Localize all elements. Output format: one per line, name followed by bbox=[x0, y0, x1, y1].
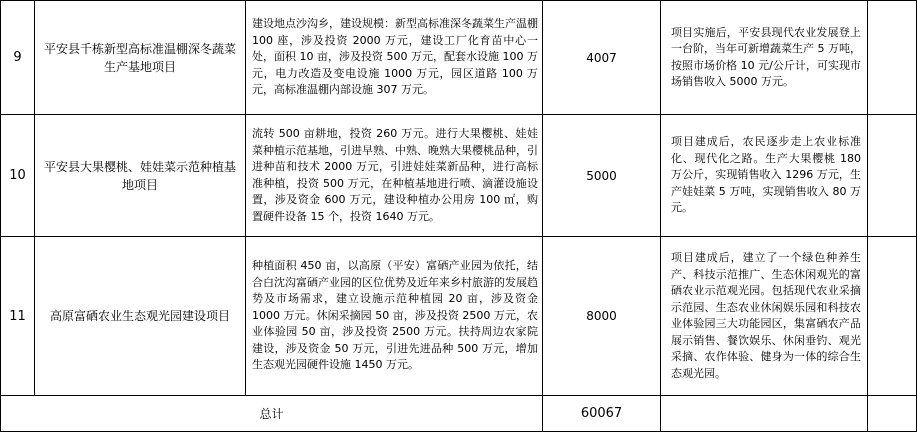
investment-amount: 8000 bbox=[543, 237, 661, 396]
empty-cell bbox=[868, 115, 917, 237]
row-number: 10 bbox=[1, 115, 35, 237]
total-investment: 60067 bbox=[543, 396, 661, 432]
total-row bbox=[1, 396, 917, 432]
construction-scope: 流转 500 亩耕地，投资 260 万元。进行大果樱桃、娃娃菜种植示范基地，引进早熟、中熟、晚熟大果樱桃品种，引进种苗和技术 2000 万元，引进娃娃菜新品种，进行高标准种植，投资 500 万元，在种植基地进行喷、滴灌设施设置，涉及资金 600 万元，建设种植办公用房 100 ㎡，购置硬件设备 15 个，投资 1640 万元。 bbox=[246, 115, 543, 237]
project-name: 平安县大果樱桃、娃娃菜示范种植基地项目 bbox=[35, 115, 246, 237]
table-row bbox=[1, 1, 917, 115]
investment-amount: 5000 bbox=[543, 115, 661, 237]
empty-cell bbox=[868, 237, 917, 396]
expected-benefit: 项目建成后，农民逐步走上农业标准化、现代化之路。生产大果樱桃 180 万公斤，实现销售收入 1296 万元，生产娃娃菜 5 万吨，实现销售收入 80 万元。 bbox=[661, 115, 868, 237]
project-name: 平安县千栋新型高标准温棚深冬蔬菜生产基地项目 bbox=[35, 1, 246, 115]
total-label: 总计 bbox=[1, 396, 543, 432]
empty-cell bbox=[661, 396, 868, 432]
expected-benefit: 项目实施后，平安县现代农业发展登上一台阶，当年可新增蔬菜生产 5 万吨，按照市场价格 10 元/公斤计，可实现市场销售收入 5000 万元。 bbox=[661, 1, 868, 115]
table-row bbox=[1, 237, 917, 396]
empty-cell bbox=[868, 1, 917, 115]
investment-amount: 4007 bbox=[543, 1, 661, 115]
project-name: 高原富硒农业生态观光园建设项目 bbox=[35, 237, 246, 396]
empty-cell bbox=[868, 396, 917, 432]
construction-scope: 建设地点沙沟乡，建设规模：新型高标准深冬蔬菜生产温棚 100 座，涉及投资 2000 万元，建设工厂化育苗中心一处，面积 10 亩，涉及投资 500 万元，配套水设施 100 万元，电力改造及变电设施 1000 万元，园区道路 100 万元，高标准温棚内部设施 307 万元。 bbox=[246, 1, 543, 115]
table-row bbox=[1, 115, 917, 237]
row-number: 11 bbox=[1, 237, 35, 396]
row-number: 9 bbox=[1, 1, 35, 115]
construction-scope: 种植面积 450 亩，以高原（平安）富硒产业园为依托，结合白沈沟富硒产业园的区位优势及近年来乡村旅游的发展趋势及市场需求，建立设施示范种植园 20 亩，涉及资金 1000 万元。休闲采摘园 50 亩，涉及投资 2500 万元，农业体验园 50 亩，涉及投资 2500 万元。扶持周边农家院建设，涉及资金 50 万元，引进先进品种 500 万元，增加生态观光园硬件设施 1450 万元。 bbox=[246, 237, 543, 396]
expected-benefit: 项目建成后，建立了一个绿色种养生产、科技示范推广、生态休闲观光的富硒农业示范观光园。包括现代农业采摘示范园、生态农业休闲娱乐园和科技农业体验园三大功能园区，集富硒农产品展示销售、餐饮娱乐、休闲垂钓、观光采摘、农作体验、健身为一体的综合生态观光园。 bbox=[661, 237, 868, 396]
